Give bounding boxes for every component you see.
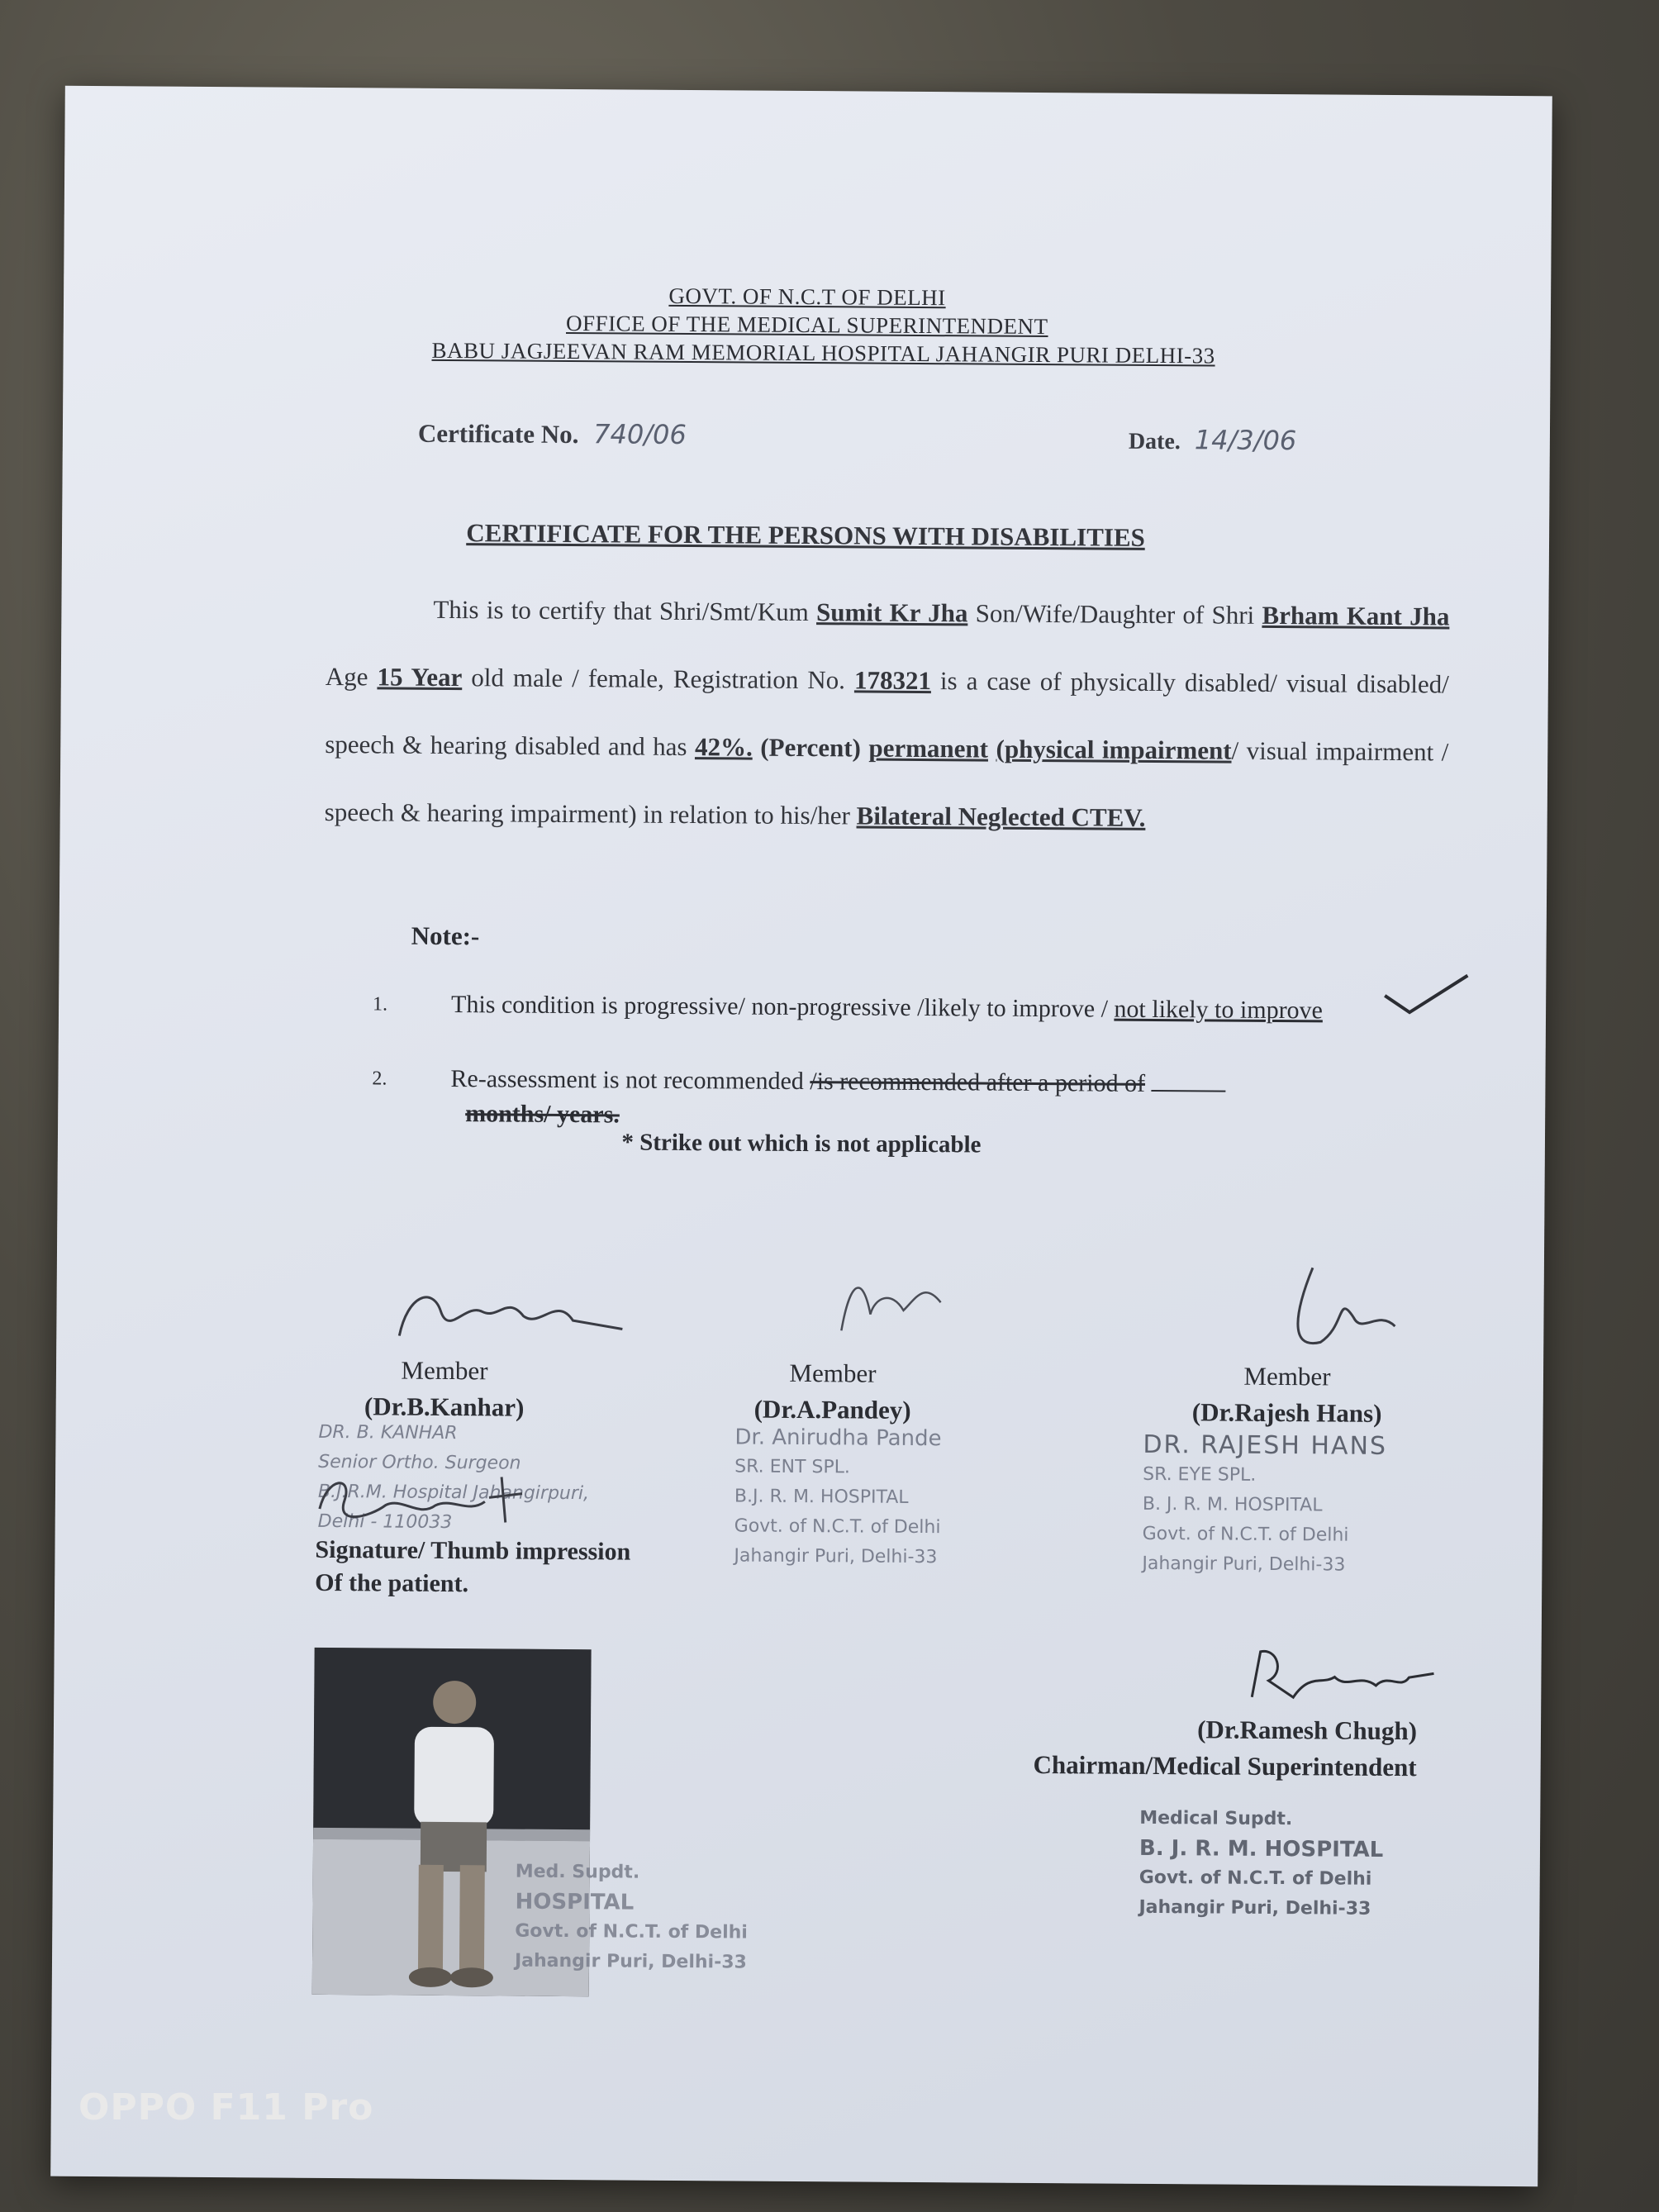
- patient-label-2: Of the patient.: [315, 1568, 469, 1598]
- member-2-stamp: Dr. Anirudha Pande SR. ENT SPL. B.J. R. M. HOSPITAL Govt. of N.C.T. of Delhi Jahangir Puri, Delhi-33: [734, 1425, 942, 1568]
- body-text-4: old male / female, Registration No.: [471, 663, 846, 695]
- letterhead: [64, 278, 1552, 373]
- chairman-signature: [1243, 1639, 1443, 1715]
- note-label: Note:-: [411, 920, 480, 951]
- permanent-label: permanent: [868, 733, 989, 763]
- note-item-1: [373, 987, 1480, 1029]
- member-2-role: Member: [789, 1358, 877, 1388]
- certificate-number-value: 740/06: [593, 418, 687, 451]
- member-3-stamp: DR. RAJESH HANS SR. EYE SPL. B. J. R. M. HOSPITAL Govt. of N.C.T. of Delhi Jahangir Puri, Delhi-33: [1142, 1429, 1388, 1576]
- patient-label-1: Signature/ Thumb impression: [315, 1535, 631, 1566]
- note-2-text: Re-assessment is not recommended: [450, 1065, 804, 1096]
- certificate-paper: [50, 86, 1552, 2187]
- note-2-struck: /is recommended after a period of: [810, 1068, 1146, 1097]
- age-value: 15 Year: [377, 662, 463, 692]
- body-text-1: This is to certify that Shri/Smt/Kum: [433, 594, 809, 627]
- note-item-2: [372, 1061, 1480, 1138]
- registration-number: 178321: [853, 665, 932, 696]
- member-3: [1130, 1267, 1445, 1433]
- camera-watermark: OPPO F11 Pro: [78, 2086, 374, 2129]
- photo-stamp: Med. Supdt. HOSPITAL Govt. of N.C.T. of Delhi Jahangir Puri, Delhi-33: [514, 1861, 748, 1973]
- certificate-body: [324, 575, 1449, 854]
- letterhead-line2: OFFICE OF THE MEDICAL SUPERINTENDENT: [565, 310, 1048, 340]
- chairman: [905, 1710, 1418, 1786]
- strike-out-note: * Strike out which is not applicable: [621, 1129, 982, 1158]
- note-1-selected: not likely to improve: [1114, 995, 1324, 1025]
- member-3-name: (Dr.Rajesh Hans): [1191, 1397, 1382, 1428]
- impairment-type: (physical impairment: [996, 734, 1232, 765]
- note-1-number: 1.: [373, 993, 388, 1016]
- member-1-stamp: DR. B. KANHAR Senior Ortho. Surgeon B.J.R.M. Hospital Jahangirpuri, Delhi - 110033: [317, 1421, 590, 1534]
- checkmark-icon: [1381, 971, 1471, 1021]
- letterhead-line3: BABU JAGJEEVAN RAM MEMORIAL HOSPITAL JAHANGIR PURI DELHI-33: [431, 337, 1215, 369]
- certificate-title: CERTIFICATE FOR THE PERSONS WITH DISABILITIES: [466, 518, 1145, 552]
- member-3-role: Member: [1243, 1361, 1331, 1391]
- letterhead-line1: GOVT. OF N.C.T OF DELHI: [668, 283, 946, 311]
- chairman-stamp: Medical Supdt. B. J. R. M. HOSPITAL Govt. of N.C.T. of Delhi Jahangir Puri, Delhi-33: [1138, 1807, 1384, 1919]
- disability-percent: 42%.: [694, 732, 753, 762]
- percent-label: (Percent): [760, 732, 862, 763]
- member-1: [304, 1261, 586, 1426]
- father-name: Brham Kant Jha: [1262, 600, 1450, 631]
- note-2-number: 2.: [372, 1068, 387, 1090]
- member-2: [692, 1263, 974, 1429]
- body-text-3: Age: [325, 661, 368, 692]
- chairman-title: Chairman/Medical Superintendent: [1033, 1749, 1417, 1782]
- note-1-text: This condition is progressive/ non-progressive /likely to improve /: [450, 991, 1109, 1023]
- member-1-name: (Dr.B.Kanhar): [364, 1391, 525, 1422]
- certificate-number: [418, 417, 687, 450]
- member-2-name: (Dr.A.Pandey): [753, 1394, 911, 1425]
- chairman-name: (Dr.Ramesh Chugh): [1197, 1715, 1418, 1746]
- patient-signature-label: [315, 1534, 630, 1602]
- date-value: 14/3/06: [1194, 424, 1297, 457]
- certificate-number-label: Certificate No.: [417, 418, 579, 450]
- body-text-2: Son/Wife/Daughter of Shri: [975, 598, 1255, 630]
- body-text-5: is a case of physically disabled/ visual disabled/ speech & hearing disabled and has: [325, 666, 1449, 762]
- person-name: Sumit Kr Jha: [816, 597, 968, 628]
- patient-signature: [311, 1459, 560, 1535]
- note-2-tail: months/ years.: [465, 1100, 620, 1129]
- date-label: Date.: [1128, 428, 1181, 455]
- member-1-role: Member: [401, 1355, 488, 1386]
- condition-name: Bilateral Neglected CTEV.: [856, 801, 1146, 832]
- certificate-date: [1129, 424, 1297, 456]
- body-text-7: / visual impairment / speech & hearing impairment) in relation to his/her: [324, 735, 1449, 830]
